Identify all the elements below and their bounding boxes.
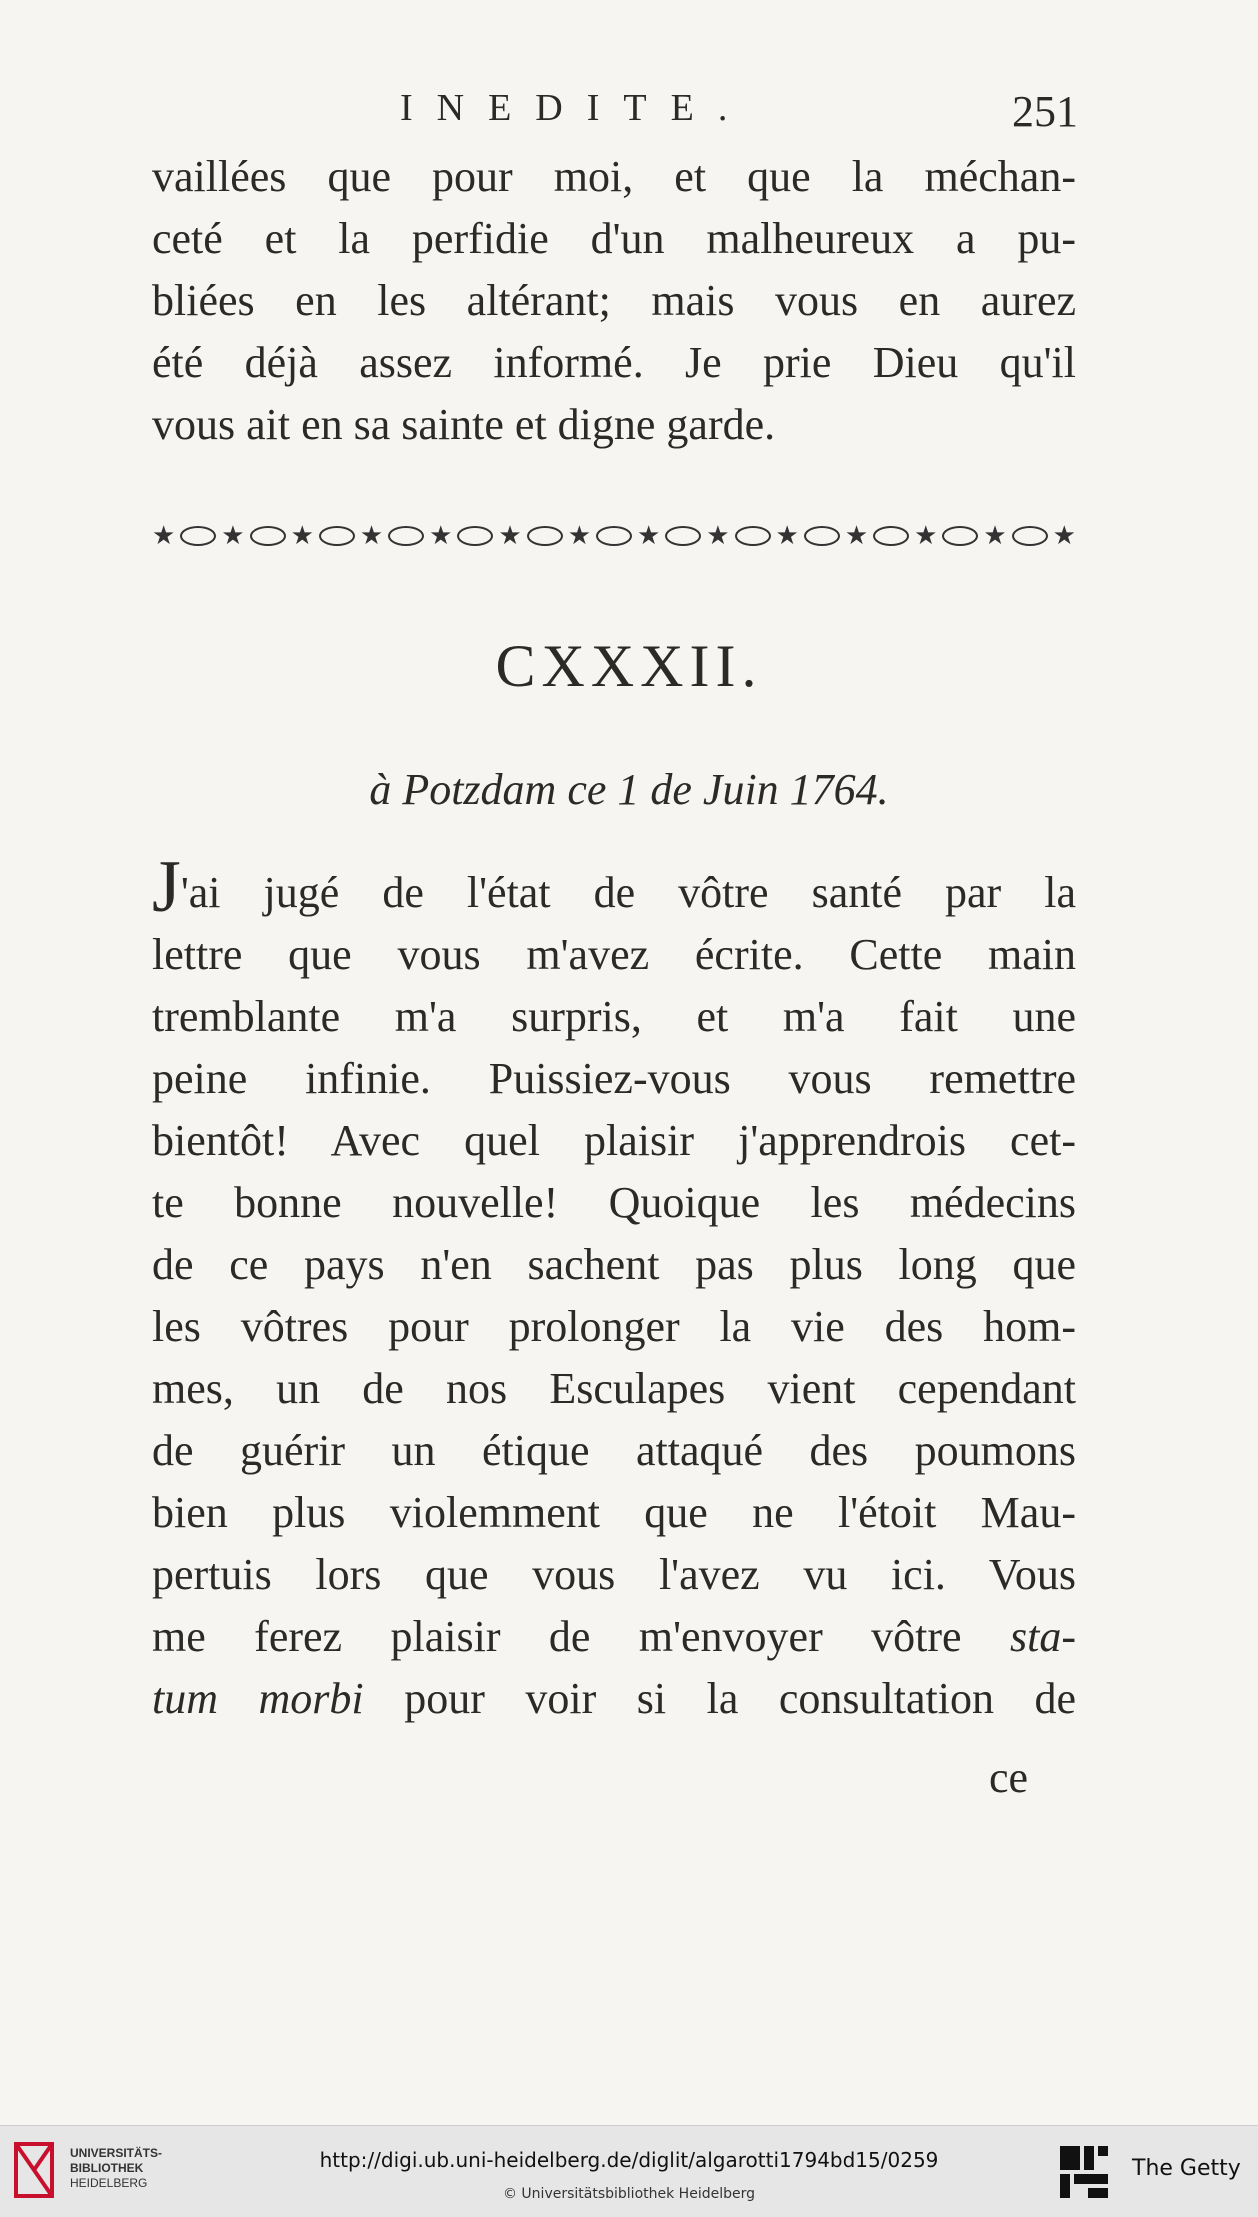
star-ornament-icon: ★: [636, 521, 661, 551]
catchword: ce: [988, 1753, 1028, 1802]
text-line: peine infinie. Puissiez-vous vous remettre: [152, 1054, 1076, 1103]
continued-paragraph: [152, 146, 1076, 456]
oval-ornament-icon: [457, 526, 493, 546]
running-head: [150, 86, 1078, 146]
oval-ornament-icon: [665, 526, 701, 546]
oval-ornament-icon: [388, 526, 424, 546]
library-name-line: UNIVERSITÄTS-: [70, 2146, 163, 2160]
oval-ornament-icon: [250, 526, 286, 546]
oval-ornament-icon: [1012, 526, 1048, 546]
library-name-line: BIBLIOTHEK: [70, 2161, 144, 2175]
star-ornament-icon: ★: [706, 521, 730, 551]
star-ornament-icon: ★: [498, 521, 522, 551]
oval-ornament-icon: [180, 526, 216, 546]
text-line: tremblante m'a surpris, et m'a fait une: [152, 992, 1076, 1041]
star-ornament-icon: ★: [290, 521, 314, 551]
text-line: bientôt! Avec quel plaisir j'apprendrois cet-: [152, 1116, 1076, 1165]
text-line: bliées en les altérant; mais vous en aurez: [152, 276, 1076, 325]
star-ornament-icon: ★: [983, 521, 1007, 551]
star-ornament-icon: ★: [359, 521, 384, 551]
star-ornament-icon: ★: [775, 521, 799, 551]
text-line: lettre que vous m'avez écrite. Cette main: [152, 930, 1076, 979]
text-line: pertuis lors que vous l'avez vu ici. Vous: [152, 1550, 1076, 1599]
latin-italic: sta-: [1010, 1612, 1076, 1661]
text-line: les vôtres pour prolonger la vie des hom-: [152, 1302, 1076, 1351]
text-line: de guérir un étique attaqué des poumons: [152, 1426, 1076, 1475]
text-line: [152, 1668, 1076, 1730]
library-name-line: HEIDELBERG: [70, 2176, 148, 2190]
text-line: vaillées que pour moi, et que la méchan-: [152, 152, 1076, 201]
running-title: INEDITE.: [400, 87, 752, 129]
copyright-notice: © Universitätsbibliothek Heidelberg: [502, 2186, 755, 2202]
star-ornament-icon: ★: [1052, 521, 1076, 551]
ornamental-rule: [152, 516, 1076, 556]
star-ornament-icon: ★: [567, 521, 591, 551]
text-line: mes, un de nos Esculapes vient cependant: [152, 1364, 1076, 1413]
text-line-roman: pour voir si la consultation de: [404, 1674, 1077, 1723]
star-ornament-icon: ★: [844, 521, 869, 551]
oval-ornament-icon: [527, 526, 563, 546]
page-number: 251: [1012, 87, 1078, 136]
star-ornament-icon: ★: [914, 521, 938, 551]
star-ornament-icon: ★: [221, 521, 245, 551]
text-line: de ce pays n'en sachent pas plus long que: [152, 1240, 1076, 1289]
star-ornament-icon: ★: [152, 521, 176, 551]
oval-ornament-icon: [319, 526, 355, 546]
text-line: [152, 1606, 1076, 1668]
oval-ornament-icon: [804, 526, 840, 546]
oval-ornament-icon: [942, 526, 978, 546]
star-ornament-icon: ★: [429, 521, 453, 551]
drop-cap: J: [152, 846, 181, 928]
latin-italic: tum morbi: [152, 1674, 364, 1723]
text-line: ceté et la perfidie d'un malheureux a pu-: [152, 214, 1076, 263]
text-line: été déjà assez informé. Je prie Dieu qu'il: [152, 338, 1076, 387]
getty-logo-icon: [1058, 2144, 1110, 2200]
text-line-roman: me ferez plaisir de m'envoyer vôtre: [152, 1612, 962, 1661]
text-line: [152, 846, 1076, 928]
letter-number: CXXXII.: [495, 633, 763, 699]
text-line: vous ait en sa sainte et digne garde.: [152, 400, 776, 449]
oval-ornament-icon: [596, 526, 632, 546]
getty-name: The Getty: [1132, 2156, 1241, 2181]
permalink-url[interactable]: http://digi.ub.uni-heidelberg.de/diglit/algarotti1794bd15/0259: [319, 2148, 939, 2172]
text-line-rest: 'ai jugé de l'état de vôtre santé par la: [180, 868, 1076, 917]
oval-ornament-icon: [873, 526, 909, 546]
viewer-footer: [0, 2125, 1258, 2217]
letter-dateline: à Potzdam ce 1 de Juin 1764.: [369, 765, 889, 814]
text-line: bien plus violemment que ne l'étoit Mau-: [152, 1488, 1076, 1537]
text-line: te bonne nouvelle! Quoique les médecins: [152, 1178, 1076, 1227]
oval-ornament-icon: [735, 526, 771, 546]
letter-body: [152, 846, 1077, 1730]
